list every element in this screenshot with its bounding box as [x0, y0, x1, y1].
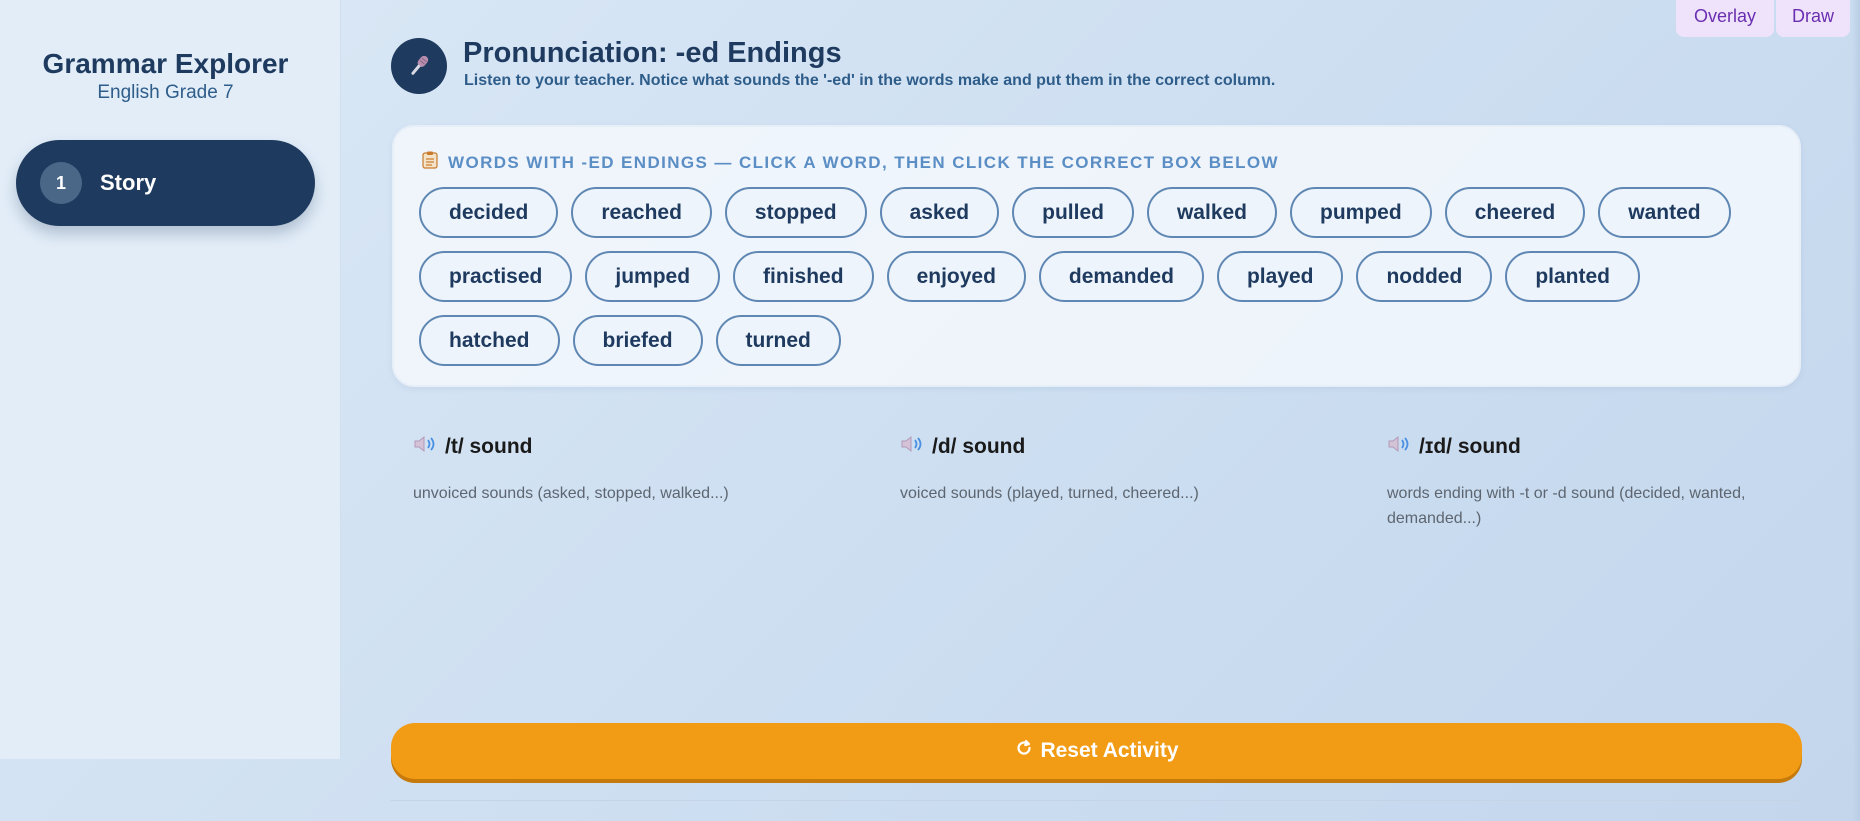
word-chip[interactable]: played — [1217, 251, 1344, 302]
step-number-badge: 1 — [40, 162, 82, 204]
page-instructions: Listen to your teacher. Notice what sounds the '-ed' in the words make and put them in the correct column. — [464, 72, 1276, 89]
word-chip[interactable]: pulled — [1012, 187, 1134, 238]
column-id-sound[interactable] — [1387, 434, 1807, 531]
word-chip[interactable]: stopped — [725, 187, 867, 238]
divider — [391, 800, 1802, 801]
sidebar-item-story[interactable] — [16, 140, 315, 226]
column-title: /ɪd/ sound — [1419, 434, 1521, 458]
column-description: unvoiced sounds (asked, stopped, walked...) — [413, 485, 729, 502]
clipboard-icon — [422, 151, 438, 174]
speaker-icon[interactable] — [900, 434, 924, 459]
word-chip[interactable]: pumped — [1290, 187, 1432, 238]
column-description: words ending with -t or -d sound (decided, wanted, demanded...) — [1387, 485, 1746, 527]
speaker-icon[interactable] — [413, 434, 437, 459]
column-title: /d/ sound — [932, 434, 1026, 458]
speaker-icon[interactable] — [1387, 434, 1411, 459]
word-chip[interactable]: walked — [1147, 187, 1277, 238]
overlay-button[interactable]: Overlay — [1676, 0, 1774, 37]
column-description: voiced sounds (played, turned, cheered...) — [900, 485, 1199, 502]
word-chip[interactable]: decided — [419, 187, 558, 238]
word-bank-header — [422, 151, 1279, 174]
word-chip-list — [419, 187, 1789, 366]
word-bank-heading: WORDS WITH -ED ENDINGS — CLICK A WORD, THEN CLICK THE CORRECT BOX BELOW — [448, 152, 1279, 172]
scrollbar-edge — [1852, 0, 1860, 821]
column-t-sound[interactable] — [413, 434, 833, 506]
word-chip[interactable]: wanted — [1598, 187, 1730, 238]
word-chip[interactable]: hatched — [419, 315, 560, 366]
app-subtitle: English Grade 7 — [97, 82, 234, 103]
word-chip[interactable]: demanded — [1039, 251, 1204, 302]
refresh-icon — [1014, 738, 1034, 764]
column-d-sound[interactable] — [900, 434, 1320, 506]
word-chip[interactable]: cheered — [1445, 187, 1586, 238]
page-title: Pronunciation: -ed Endings — [463, 37, 842, 69]
word-chip[interactable]: practised — [419, 251, 572, 302]
word-chip[interactable]: reached — [571, 187, 712, 238]
word-chip[interactable]: asked — [880, 187, 1000, 238]
sidebar-item-label: Story — [100, 170, 157, 195]
word-chip[interactable]: nodded — [1356, 251, 1492, 302]
word-chip[interactable]: jumped — [585, 251, 720, 302]
word-bank — [392, 125, 1801, 387]
word-chip[interactable]: finished — [733, 251, 874, 302]
word-chip[interactable]: briefed — [573, 315, 703, 366]
top-toolbar — [1676, 0, 1850, 37]
column-title: /t/ sound — [445, 434, 533, 458]
word-chip[interactable]: turned — [716, 315, 841, 366]
microphone-icon — [391, 38, 447, 94]
word-chip[interactable]: planted — [1505, 251, 1640, 302]
reset-activity-button[interactable] — [391, 723, 1802, 779]
sidebar — [0, 0, 341, 759]
reset-button-label: Reset Activity — [1040, 739, 1179, 762]
draw-button[interactable]: Draw — [1776, 0, 1850, 37]
app-title: Grammar Explorer — [42, 48, 289, 79]
word-chip[interactable]: enjoyed — [887, 251, 1026, 302]
